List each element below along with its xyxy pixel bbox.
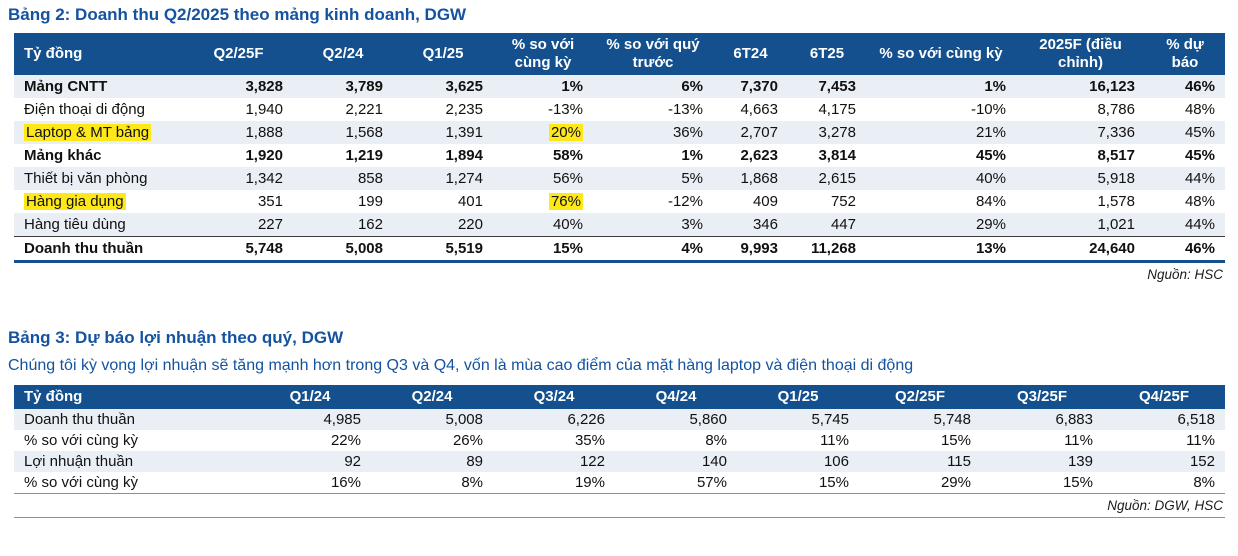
- row-label: Doanh thu thuần: [24, 410, 135, 428]
- cell-value: 3,278: [818, 123, 856, 141]
- column-header: % dự báo: [1145, 33, 1225, 74]
- column-header: Q2/25F: [859, 385, 981, 409]
- cell-value: 5,918: [1097, 169, 1135, 187]
- table-row: [14, 430, 1225, 451]
- row-label: Hàng tiêu dùng: [24, 215, 126, 233]
- cell-value: 46%: [1184, 77, 1215, 95]
- cell-value: 1,342: [245, 169, 283, 187]
- cell-value: 1,274: [445, 169, 483, 187]
- column-header: 6T25: [788, 33, 866, 74]
- cell-value: 4,985: [323, 410, 361, 428]
- cell-value: 140: [701, 452, 727, 470]
- table-row: [14, 236, 1225, 261]
- cell-value: 11%: [1064, 431, 1093, 449]
- cell-value: 21%: [975, 123, 1006, 141]
- cell-value: -10%: [970, 100, 1006, 118]
- cell-value: 5,008: [445, 410, 483, 428]
- highlighted-value: 20%: [550, 123, 581, 141]
- section-bang2: [8, 4, 1238, 285]
- cell-value: 6%: [681, 77, 703, 95]
- cell-value: 227: [257, 215, 283, 233]
- cell-value: 152: [1189, 452, 1215, 470]
- highlighted-text: Laptop & MT bảng: [26, 123, 150, 141]
- row-label: % so với cùng kỳ: [24, 431, 139, 449]
- cell-value: 15%: [981, 472, 1103, 494]
- cell-value: 1,578: [1097, 192, 1135, 210]
- cell-value: 44%: [1184, 169, 1215, 187]
- column-header: % so với cùng kỳ: [866, 33, 1016, 74]
- cell-value: 29%: [975, 215, 1006, 233]
- cell-value: 1,021: [1097, 215, 1135, 233]
- highlighted-value: 76%: [550, 192, 581, 210]
- cell-value: 6,518: [1177, 410, 1215, 428]
- cell-value: 162: [357, 215, 383, 233]
- cell-value: 115: [947, 452, 971, 470]
- row-label: [14, 190, 184, 213]
- cell-value: 5,745: [811, 410, 849, 428]
- cell-value: 858: [357, 169, 383, 187]
- cell-value: 84%: [975, 192, 1006, 210]
- column-header: % so với quý trước: [593, 33, 713, 74]
- column-header: Tỷ đồng: [14, 33, 184, 74]
- table-row: [14, 144, 1225, 167]
- cell-value: 1,391: [445, 123, 483, 141]
- cell-value: 8%: [705, 431, 727, 449]
- cell-value: 3,789: [345, 77, 383, 95]
- cell-value: 11%: [1186, 431, 1215, 449]
- cell-value: 36%: [672, 123, 703, 141]
- table-row: [14, 213, 1225, 237]
- cell-value: 1%: [681, 146, 703, 164]
- cell-value: 6,883: [1055, 410, 1093, 428]
- cell-value: 16,123: [1089, 77, 1135, 95]
- bang2-source: Nguồn: HSC: [1147, 266, 1223, 282]
- cell-value: 8%: [1103, 472, 1225, 494]
- cell-value: 1,888: [245, 123, 283, 141]
- cell-value: [493, 190, 593, 213]
- cell-value: 1,920: [245, 146, 283, 164]
- cell-value: 5,519: [393, 236, 493, 261]
- row-label: [14, 121, 184, 144]
- column-header: Tỷ đồng: [14, 385, 249, 409]
- cell-value: 35%: [574, 431, 605, 449]
- cell-value: 29%: [859, 472, 981, 494]
- cell-value: 351: [257, 192, 283, 210]
- table-row: [14, 451, 1225, 472]
- column-header: Q4/25F: [1103, 385, 1225, 409]
- bang3-source: Nguồn: DGW, HSC: [1107, 497, 1223, 513]
- row-label: Lợi nhuận thuần: [24, 452, 134, 470]
- cell-value: 1%: [561, 77, 583, 95]
- cell-value: [493, 121, 593, 144]
- table-row: [14, 190, 1225, 213]
- row-label: Mảng khác: [24, 146, 102, 164]
- cell-value: 92: [344, 452, 361, 470]
- cell-value: 9,993: [713, 236, 788, 261]
- cell-value: 40%: [975, 169, 1006, 187]
- table-row: [14, 472, 1225, 494]
- cell-value: 2,707: [740, 123, 778, 141]
- cell-value: 2,221: [345, 100, 383, 118]
- cell-value: 5,008: [293, 236, 393, 261]
- table-row: [14, 409, 1225, 430]
- table-row: [14, 75, 1225, 98]
- table-row: [14, 167, 1225, 190]
- cell-value: 752: [830, 192, 856, 210]
- row-label: Điện thoại di động: [24, 100, 145, 118]
- cell-value: -13%: [547, 100, 583, 118]
- cell-value: 56%: [552, 169, 583, 187]
- cell-value: 6,226: [567, 410, 605, 428]
- cell-value: 8,786: [1097, 100, 1135, 118]
- column-header: Q2/24: [371, 385, 493, 409]
- cell-value: 199: [357, 192, 383, 210]
- cell-value: 8,517: [1097, 146, 1135, 164]
- row-label: Doanh thu thuần: [14, 236, 184, 261]
- cell-value: 3%: [681, 215, 703, 233]
- cell-value: 1,868: [740, 169, 778, 187]
- cell-value: 5,860: [689, 410, 727, 428]
- header-row: [14, 33, 1225, 74]
- cell-value: 401: [457, 192, 483, 210]
- cell-value: 7,453: [818, 77, 856, 95]
- column-header: Q1/25: [737, 385, 859, 409]
- column-header: % so với cùng kỳ: [493, 33, 593, 74]
- cell-value: 7,336: [1097, 123, 1135, 141]
- column-header: Q3/25F: [981, 385, 1103, 409]
- cell-value: 3,814: [818, 146, 856, 164]
- cell-value: 45%: [1184, 146, 1215, 164]
- cell-value: 1,894: [445, 146, 483, 164]
- column-header: Q3/24: [493, 385, 615, 409]
- cell-value: 26%: [452, 431, 483, 449]
- cell-value: 106: [823, 452, 849, 470]
- column-header: Q4/24: [615, 385, 737, 409]
- cell-value: 4%: [593, 236, 713, 261]
- cell-value: 44%: [1184, 215, 1215, 233]
- cell-value: 139: [1067, 452, 1093, 470]
- cell-value: 46%: [1145, 236, 1225, 261]
- cell-value: 89: [466, 452, 483, 470]
- cell-value: 57%: [615, 472, 737, 494]
- cell-value: 220: [457, 215, 483, 233]
- cell-value: 2,615: [818, 169, 856, 187]
- cell-value: -13%: [667, 100, 703, 118]
- cell-value: 15%: [940, 431, 971, 449]
- cell-value: 48%: [1184, 100, 1215, 118]
- cell-value: 3,828: [245, 77, 283, 95]
- cell-value: 58%: [552, 146, 583, 164]
- row-label: Mảng CNTT: [24, 77, 108, 95]
- highlighted-text: Hàng gia dụng: [26, 192, 124, 210]
- cell-value: 15%: [493, 236, 593, 261]
- column-header: Q1/24: [249, 385, 371, 409]
- profit-forecast-table: [14, 385, 1225, 494]
- cell-value: 40%: [552, 215, 583, 233]
- column-header: 2025F (điều chỉnh): [1016, 33, 1145, 74]
- cell-value: 122: [579, 452, 605, 470]
- cell-value: 19%: [493, 472, 615, 494]
- cell-value: 48%: [1184, 192, 1215, 210]
- bang3-title: Bảng 3: Dự báo lợi nhuận theo quý, DGW: [8, 327, 344, 347]
- cell-value: 22%: [330, 431, 361, 449]
- cell-value: 1,219: [345, 146, 383, 164]
- row-label: Thiết bị văn phòng: [24, 169, 148, 187]
- cell-value: 3,625: [445, 77, 483, 95]
- bang3-subtitle: Chúng tôi kỳ vọng lợi nhuận sẽ tăng mạnh hơn trong Q3 và Q4, vốn là mùa cao điểm của mặt hàng laptop và điện thoại di động: [8, 357, 914, 375]
- cell-value: -12%: [667, 192, 703, 210]
- column-header: Q1/25: [393, 33, 493, 74]
- section-bang3: [8, 327, 1238, 518]
- cell-value: 5%: [681, 169, 703, 187]
- cell-value: 5,748: [184, 236, 293, 261]
- row-label: % so với cùng kỳ: [14, 472, 249, 494]
- cell-value: 11,268: [788, 236, 866, 261]
- bottom-divider: [14, 517, 1225, 518]
- cell-value: 13%: [866, 236, 1016, 261]
- cell-value: 8%: [371, 472, 493, 494]
- cell-value: 2,623: [740, 146, 778, 164]
- cell-value: 4,175: [818, 100, 856, 118]
- bang2-title: Bảng 2: Doanh thu Q2/2025 theo mảng kinh doanh, DGW: [8, 5, 467, 24]
- cell-value: 45%: [1184, 123, 1215, 141]
- cell-value: 15%: [737, 472, 859, 494]
- cell-value: 24,640: [1016, 236, 1145, 261]
- column-header: Q2/24: [293, 33, 393, 74]
- cell-value: 346: [752, 215, 778, 233]
- cell-value: 447: [830, 215, 856, 233]
- cell-value: 7,370: [740, 77, 778, 95]
- cell-value: 4,663: [740, 100, 778, 118]
- cell-value: 1,568: [345, 123, 383, 141]
- revenue-by-segment-table: [14, 33, 1225, 262]
- cell-value: 409: [752, 192, 778, 210]
- cell-value: 5,748: [933, 410, 971, 428]
- table-row: [14, 98, 1225, 121]
- cell-value: 16%: [249, 472, 371, 494]
- table-row: [14, 121, 1225, 144]
- column-header: Q2/25F: [184, 33, 293, 74]
- cell-value: 1%: [984, 77, 1006, 95]
- cell-value: 45%: [975, 146, 1006, 164]
- cell-value: 11%: [820, 431, 849, 449]
- cell-value: 2,235: [445, 100, 483, 118]
- column-header: 6T24: [713, 33, 788, 74]
- cell-value: 1,940: [245, 100, 283, 118]
- header-row: [14, 385, 1225, 409]
